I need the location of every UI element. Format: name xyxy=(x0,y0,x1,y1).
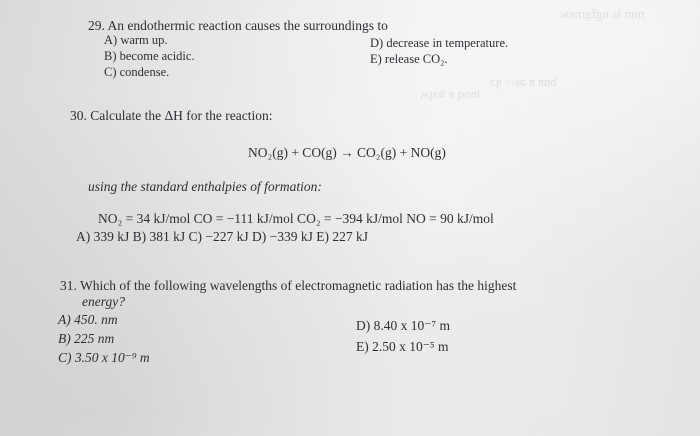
q30-stem: 30. Calculate the ΔH for the reaction: xyxy=(70,108,273,123)
q31-option-e: E) 2.50 x 10⁻⁵ m xyxy=(356,339,449,354)
q29-option-d: D) decrease in temperature. xyxy=(370,36,509,50)
q30-answer-choices: A) 339 kJ B) 381 kJ C) −227 kJ D) −339 kJ E) 227 kJ xyxy=(76,229,368,244)
q29-option-b: B) become acidic. xyxy=(104,49,195,63)
q31-option-b: B) 225 nm xyxy=(58,331,115,346)
q29-option-e: E) release CO₂. xyxy=(370,52,448,66)
q31-stem-continued: energy? xyxy=(82,294,125,309)
q30-instruction: using the standard enthalpies of formation: xyxy=(88,179,322,194)
bleed-through-text: mm ls ngfgrnsw xyxy=(560,6,645,21)
q29-option-c: C) condense. xyxy=(104,65,170,79)
q29-stem: 29. An endothermic reaction causes the surroundings to xyxy=(88,18,388,33)
q31-option-d: D) 8.40 x 10⁻⁷ m xyxy=(356,318,450,333)
q30-enthalpies: NO₂ = 34 kJ/mol CO = −111 kJ/mol CO₂ = −394 kJ/mol NO = 90 kJ/mol xyxy=(98,211,494,226)
q29-option-a: A) warm up. xyxy=(104,33,168,47)
q31-option-a: A) 450. nm xyxy=(58,312,118,327)
bleed-through-text: ʇnoq ɐ ʇɐɥʍ xyxy=(420,86,481,101)
bleed-through-text: bnɐ ɐ ǝs∩ ʞɔ xyxy=(490,74,557,89)
q31-option-c: C) 3.50 x 10⁻⁹ m xyxy=(58,350,150,365)
q30-reaction: NO₂(g) + CO(g) → CO₂(g) + NO(g) xyxy=(248,145,446,160)
q31-stem: 31. Which of the following wavelengths of electromagnetic radiation has the highest xyxy=(60,278,517,293)
